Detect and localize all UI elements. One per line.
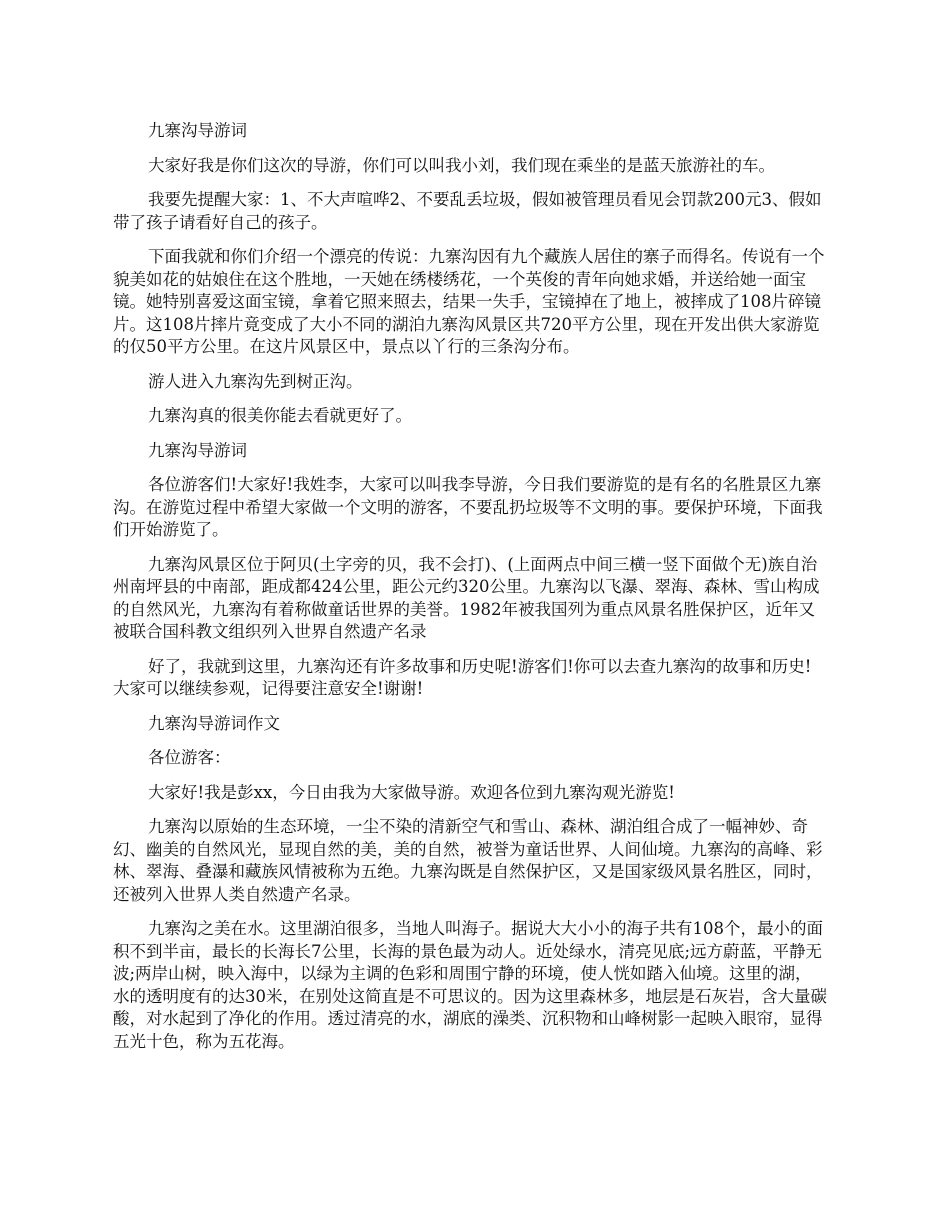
body-paragraph: 九寨沟风景区位于阿贝(土字旁的贝，我不会打)、(上面两点中间三横一竖下面做个无)族自治州南坪县的中南部，距成都424公里，距公元约320公里。九寨沟以飞瀑、翠海、森林、雪山构成的自然风光，九寨沟有着称做童话世界的美誉。1982年被我国列为重点风景名胜保护区，近年又被联合国科教文组织列入世界自然遗产名录 [113,554,820,641]
body-paragraph: 大家好我是你们这次的导游，你们可以叫我小刘，我们现在乘坐的是蓝天旅游社的车。 [148,155,775,175]
body-paragraph: 九寨沟以原始的生态环境，一尘不染的清新空气和雪山、森林、湖泊组合成了一幅神妙、奇幻、幽美的自然风光，显现自然的美，美的自然，被誉为童话世界、人间仙境。九寨沟的高峰、彩林、翠海、叠瀑和藏族风情被称为五绝。九寨沟既是自然保护区，又是国家级风景名胜区，同时，还被列入世界人类自然遗产名录。 [113,817,823,904]
body-paragraph: 下面我就和你们介绍一个漂亮的传说：九寨沟因有九个藏族人居住的寨子而得名。传说有一个貌美如花的姑娘住在这个胜地，一天她在绣楼绣花，一个英俊的青年向她求婚，并送给她一面宝镜。她特别喜爱这面宝镜，拿着它照来照去，结果一失手，宝镜掉在了地上，被摔成了108片碎镜片。这108片摔片竟变成了大小不同的湖泊九寨沟风景区共720平方公里，现在开发出供大家游览的仅50平方公里。在这片风景区中，景点以丫行的三条沟分布。 [113,247,825,356]
body-paragraph: 我要先提醒大家：1、不大声喧哗2、不要乱丢垃圾，假如被管理员看见会罚款200元3、假如带了孩子请看好自己的孩子。 [113,190,822,232]
body-paragraph: 大家好!我是彭xx，今日由我为大家做导游。欢迎各位到九寨沟观光游览! [148,782,675,802]
section-title-paragraph: 九寨沟导游词 [148,440,247,460]
document-body [113,120,827,1065]
body-paragraph: 好了，我就到这里，九寨沟还有许多故事和历史呢!游客们!你可以去查九寨沟的故事和历史!大家可以继续参观，记得要注意安全!谢谢! [113,656,812,698]
greeting-paragraph: 各位游客： [148,748,231,767]
body-paragraph: 游人进入九寨沟先到树正沟。 [148,371,363,391]
body-paragraph: 各位游客们!大家好!我姓李，大家可以叫我李导游，今日我们要游览的是有名的名胜景区九寨沟。在游览过程中希望大家做一个文明的游客，不要乱扔垃圾等不文明的事。要保护环境，下面我们开始游览了。 [113,475,823,539]
body-paragraph: 九寨沟真的很美你能去看就更好了。 [148,406,412,425]
title-paragraph: 九寨沟导游词 [148,121,247,140]
section-title-paragraph: 九寨沟导游词作文 [148,713,280,733]
body-paragraph: 九寨沟之美在水。这里湖泊很多，当地人叫海子。据说大大小小的海子共有108个，最小的面积不到半亩，最长的长海长7公里，长海的景色最为动人。近处绿水，清亮见底;远方蔚蓝，平静无波;两岸山树，映入海中，以绿为主调的色彩和周围宁静的环境，使人恍如踏入仙境。这里的湖，水的透明度有的达30米，在别处这简直是不可思议的。因为这里森林多，地层是石灰岩，含大量碳酸，对水起到了净化的作用。透过清亮的水，湖底的澡类、沉积物和山峰树影一起映入眼帘，显得五光十色，称为五花海。 [113,919,827,1051]
